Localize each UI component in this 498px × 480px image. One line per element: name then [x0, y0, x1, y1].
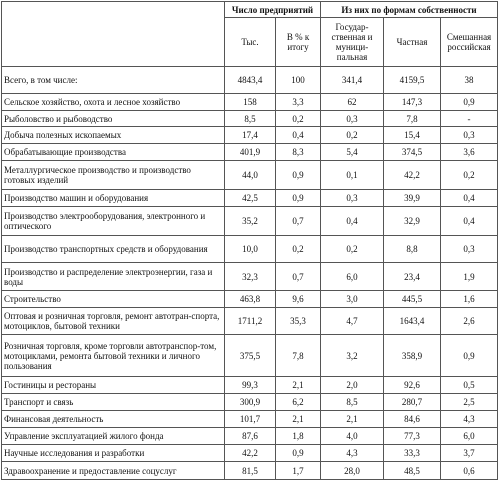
cell-private: 42,2: [384, 161, 441, 190]
cell-thousands: 4843,4: [225, 67, 276, 94]
cell-percent: 0,2: [276, 111, 321, 127]
cell-percent: 0,2: [276, 236, 321, 263]
enterprise-statistics-table: [1, 1, 498, 480]
cell-state: 0,2: [321, 127, 384, 144]
cell-thousands: 10,0: [225, 236, 276, 263]
cell-percent: 8,3: [276, 144, 321, 161]
cell-private: 147,3: [384, 94, 441, 111]
cell-mixed: 0,9: [441, 335, 498, 377]
cell-percent: 2,1: [276, 411, 321, 428]
cell-private: 39,9: [384, 190, 441, 207]
cell-thousands: 17,4: [225, 127, 276, 144]
cell-percent: 0,9: [276, 190, 321, 207]
cell-mixed: 1,6: [441, 291, 498, 308]
count-header: Число предприятий: [225, 2, 321, 18]
table-row: [2, 144, 498, 161]
cell-mixed: 0,6: [441, 462, 498, 480]
table-row: [2, 111, 498, 127]
cell-state: 4,7: [321, 308, 384, 335]
cell-mixed: 0,4: [441, 207, 498, 236]
col-mixed-header: Смешанная российская: [441, 18, 498, 67]
cell-thousands: 401,9: [225, 144, 276, 161]
cell-state: 4,3: [321, 445, 384, 462]
cell-label: Производство и распределение электроэнергии, газа и воды: [2, 263, 225, 291]
table-row: [2, 411, 498, 428]
cell-thousands: 81,5: [225, 462, 276, 480]
table-row: [2, 94, 498, 111]
cell-label: Производство транспортных средств и оборудования: [2, 236, 225, 263]
cell-state: 0,2: [321, 236, 384, 263]
cell-percent: 100: [276, 67, 321, 94]
table-row: [2, 335, 498, 377]
cell-state: 341,4: [321, 67, 384, 94]
cell-mixed: 0,2: [441, 161, 498, 190]
cell-thousands: 463,8: [225, 291, 276, 308]
table-row: [2, 190, 498, 207]
cell-percent: 35,3: [276, 308, 321, 335]
cell-thousands: 32,3: [225, 263, 276, 291]
cell-private: 8,8: [384, 236, 441, 263]
cell-label: Металлургическое производство и производство готовых изделий: [2, 161, 225, 190]
cell-state: 2,1: [321, 411, 384, 428]
cell-private: 92,6: [384, 377, 441, 394]
cell-label: Оптовая и розничная торговля, ремонт автотран-спорта, мотоциклов, бытовой техники: [2, 308, 225, 335]
cell-mixed: -: [441, 111, 498, 127]
cell-thousands: 101,7: [225, 411, 276, 428]
cell-private: 374,5: [384, 144, 441, 161]
cell-thousands: 300,9: [225, 394, 276, 411]
cell-private: 84,6: [384, 411, 441, 428]
cell-private: 48,5: [384, 462, 441, 480]
cell-label: Сельское хозяйство, охота и лесное хозяйство: [2, 94, 225, 111]
cell-mixed: 2,6: [441, 308, 498, 335]
cell-mixed: 0,4: [441, 190, 498, 207]
cell-mixed: 4,3: [441, 411, 498, 428]
ownership-header: Из них по формам собственности: [321, 2, 498, 18]
cell-private: 358,9: [384, 335, 441, 377]
cell-thousands: 1711,2: [225, 308, 276, 335]
cell-label: Производство машин и оборудования: [2, 190, 225, 207]
cell-mixed: 2,5: [441, 394, 498, 411]
table-row: [2, 428, 498, 445]
cell-label: Гостиницы и рестораны: [2, 377, 225, 394]
cell-percent: 0,7: [276, 263, 321, 291]
cell-state: 0,1: [321, 161, 384, 190]
cell-percent: 3,3: [276, 94, 321, 111]
cell-mixed: 0,3: [441, 236, 498, 263]
cell-state: 0,3: [321, 111, 384, 127]
cell-label: Здравоохранение и предоставление соцуслуг: [2, 462, 225, 480]
table-row: [2, 377, 498, 394]
cell-label: Рыболовство и рыбоводство: [2, 111, 225, 127]
cell-thousands: 42,5: [225, 190, 276, 207]
cell-percent: 9,6: [276, 291, 321, 308]
cell-private: 32,9: [384, 207, 441, 236]
cell-private: 4159,5: [384, 67, 441, 94]
cell-private: 1643,4: [384, 308, 441, 335]
cell-label: Добыча полезных ископаемых: [2, 127, 225, 144]
cell-label: Производство электрооборудования, электронного и оптического: [2, 207, 225, 236]
cell-private: 23,4: [384, 263, 441, 291]
cell-thousands: 375,5: [225, 335, 276, 377]
cell-mixed: 0,5: [441, 377, 498, 394]
cell-thousands: 35,2: [225, 207, 276, 236]
cell-label: Транспорт и связь: [2, 394, 225, 411]
cell-label: Научные исследования и разработки: [2, 445, 225, 462]
cell-state: 2,0: [321, 377, 384, 394]
cell-label: Строительство: [2, 291, 225, 308]
cell-percent: 7,8: [276, 335, 321, 377]
cell-label: Всего, в том числе:: [2, 67, 225, 94]
cell-thousands: 158: [225, 94, 276, 111]
cell-state: 0,4: [321, 207, 384, 236]
cell-mixed: 0,9: [441, 94, 498, 111]
table-row: [2, 394, 498, 411]
cell-percent: 1,8: [276, 428, 321, 445]
table-row: [2, 236, 498, 263]
cell-mixed: 3,6: [441, 144, 498, 161]
cell-mixed: 3,7: [441, 445, 498, 462]
cell-percent: 1,7: [276, 462, 321, 480]
cell-state: 6,0: [321, 263, 384, 291]
table-row: [2, 207, 498, 236]
cell-state: 28,0: [321, 462, 384, 480]
cell-thousands: 99,3: [225, 377, 276, 394]
cell-percent: 2,1: [276, 377, 321, 394]
cell-state: 4,0: [321, 428, 384, 445]
cell-thousands: 44,0: [225, 161, 276, 190]
cell-mixed: 0,3: [441, 127, 498, 144]
table-row: [2, 291, 498, 308]
table-body: [2, 67, 498, 480]
cell-state: 62: [321, 94, 384, 111]
cell-state: 3,2: [321, 335, 384, 377]
table-row: [2, 263, 498, 291]
cell-mixed: 1,9: [441, 263, 498, 291]
cell-label: Управление эксплуатацией жилого фонда: [2, 428, 225, 445]
table-row: [2, 308, 498, 335]
table-row: [2, 462, 498, 480]
header-row-top: [2, 2, 498, 18]
cell-private: 77,3: [384, 428, 441, 445]
cell-mixed: 38: [441, 67, 498, 94]
cell-mixed: 6,0: [441, 428, 498, 445]
cell-state: 5,4: [321, 144, 384, 161]
cell-thousands: 87,6: [225, 428, 276, 445]
cell-percent: 0,9: [276, 161, 321, 190]
cell-percent: 6,2: [276, 394, 321, 411]
corner-cell: [2, 2, 225, 67]
cell-private: 280,7: [384, 394, 441, 411]
table-row: [2, 127, 498, 144]
cell-private: 445,5: [384, 291, 441, 308]
cell-thousands: 8,5: [225, 111, 276, 127]
cell-private: 15,4: [384, 127, 441, 144]
cell-percent: 0,7: [276, 207, 321, 236]
table-row: [2, 67, 498, 94]
col-percent-header: В % к итогу: [276, 18, 321, 67]
cell-state: 3,0: [321, 291, 384, 308]
cell-state: 8,5: [321, 394, 384, 411]
cell-label: Обрабатывающие производства: [2, 144, 225, 161]
table-row: [2, 161, 498, 190]
cell-percent: 0,4: [276, 127, 321, 144]
cell-private: 7,8: [384, 111, 441, 127]
col-thousands-header: Тыс.: [225, 18, 276, 67]
table-row: [2, 445, 498, 462]
col-state-header: Государ-ственная и муници-пальная: [321, 18, 384, 67]
cell-state: 0,3: [321, 190, 384, 207]
cell-percent: 0,9: [276, 445, 321, 462]
cell-private: 33,3: [384, 445, 441, 462]
cell-label: Финансовая деятельность: [2, 411, 225, 428]
cell-thousands: 42,2: [225, 445, 276, 462]
cell-label: Розничная торговля, кроме торговли автотранспор-том, мотоциклами, ремонта бытовой техники и личного пользования: [2, 335, 225, 377]
col-private-header: Частная: [384, 18, 441, 67]
